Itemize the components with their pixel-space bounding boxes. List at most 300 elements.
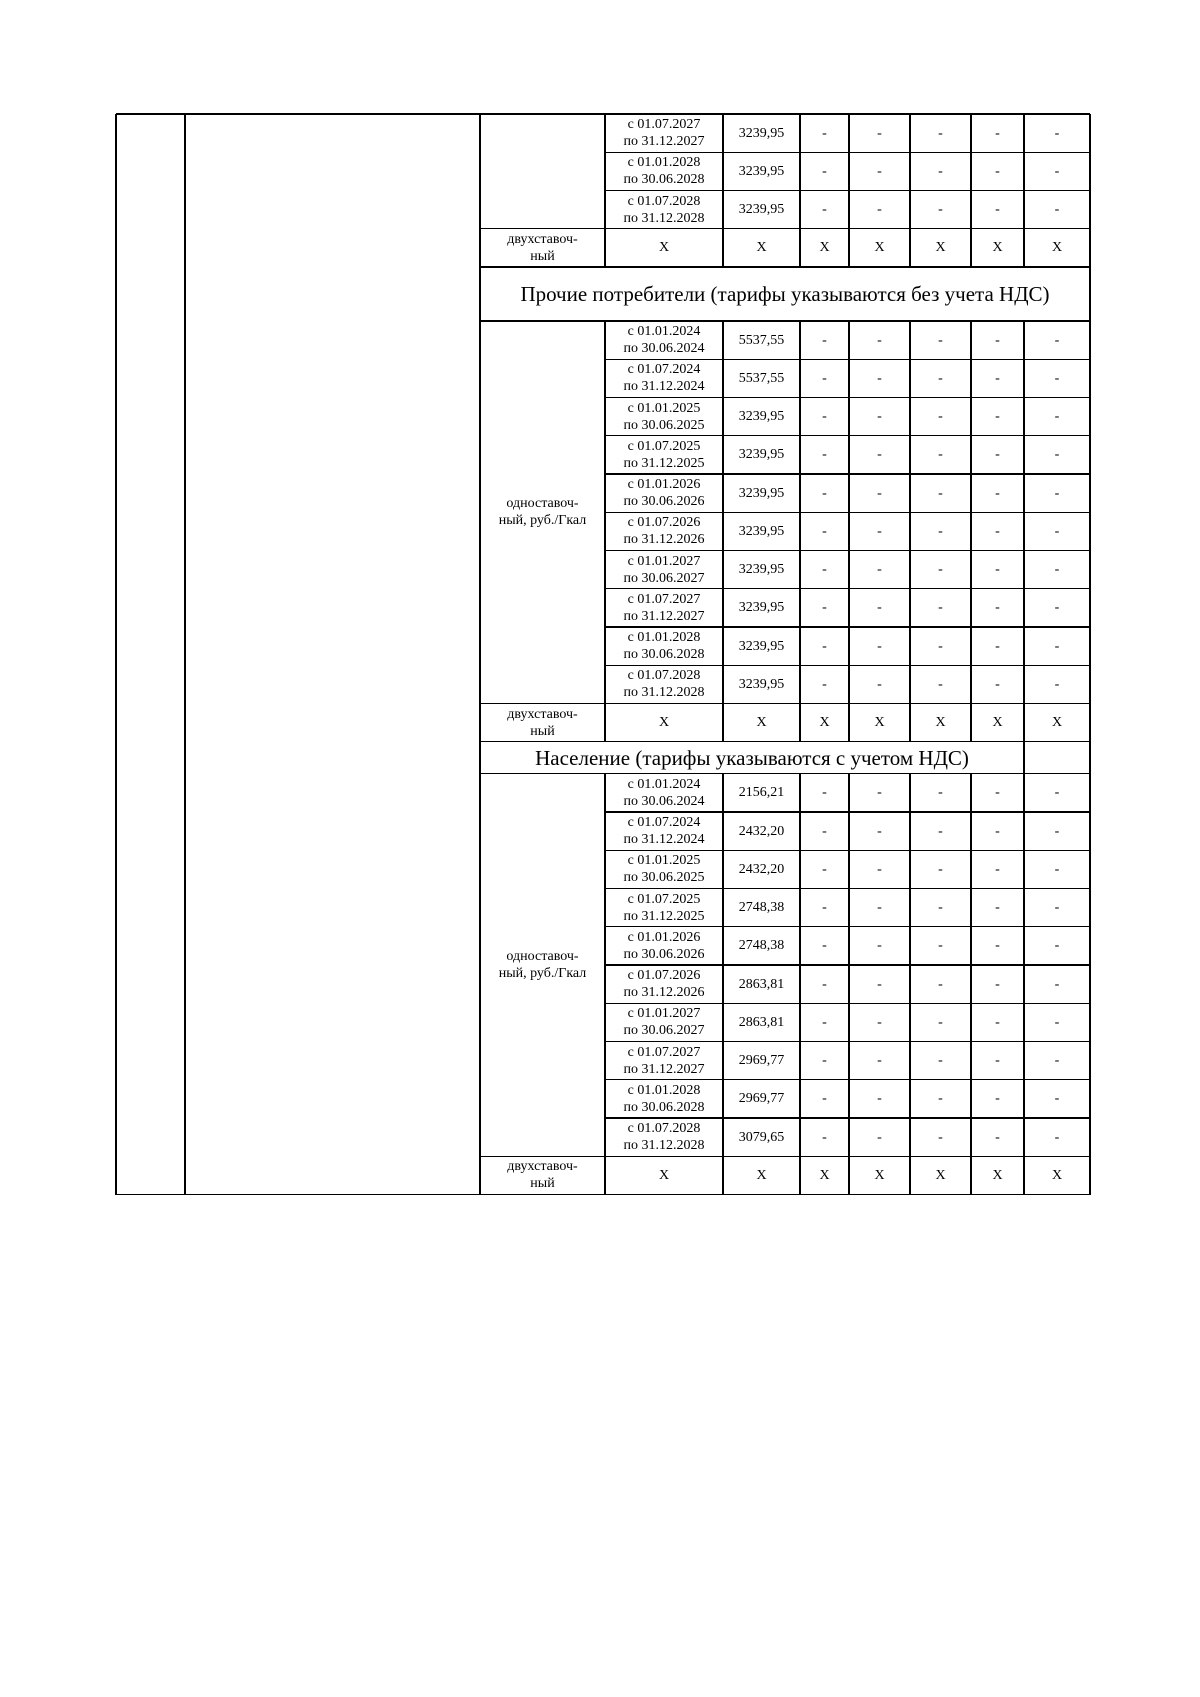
table-rule — [799, 850, 800, 888]
empty-value-dash: - — [1054, 900, 1060, 916]
table-rule — [848, 1003, 849, 1041]
tariff-value: 2863,81 — [738, 976, 785, 992]
empty-value-dash: - — [1054, 370, 1060, 386]
empty-value-dash: - — [822, 938, 827, 954]
table-rule — [970, 812, 971, 850]
table-rule — [848, 1118, 849, 1156]
table-rule — [970, 152, 971, 190]
table-rule — [848, 474, 849, 512]
period-cell: с 01.01.2028 по 30.06.2028 — [623, 1082, 705, 1115]
empty-value-dash: - — [995, 562, 1000, 578]
table-rule — [604, 191, 605, 229]
empty-value-dash: - — [822, 823, 827, 839]
table-rule — [970, 512, 971, 550]
table-rule — [604, 704, 605, 742]
table-rule — [848, 1042, 849, 1080]
table-rule — [722, 436, 723, 474]
period-cell: с 01.01.2024 по 30.06.2024 — [623, 776, 705, 809]
table-rule — [1023, 774, 1024, 812]
table-rule — [848, 812, 849, 850]
empty-value-dash: - — [877, 447, 882, 463]
single-rate-label: одноставоч- ный, руб./Гкал — [498, 949, 587, 981]
table-rule — [1023, 665, 1024, 703]
table-rule — [799, 1042, 800, 1080]
table-rule — [848, 191, 849, 229]
empty-value-dash: - — [1054, 938, 1060, 954]
table-rule — [1023, 436, 1024, 474]
empty-value-dash: - — [938, 163, 943, 179]
table-rule — [604, 114, 605, 152]
empty-value-dash: - — [938, 409, 943, 425]
tariff-value: 3239,95 — [738, 676, 785, 692]
not-applicable-mark: X — [992, 715, 1003, 731]
table-rule — [909, 589, 910, 627]
table-rule — [970, 114, 971, 152]
tariff-value: 2969,77 — [738, 1053, 785, 1069]
empty-value-dash: - — [877, 638, 882, 654]
tariff-value: 3239,95 — [738, 202, 785, 218]
empty-value-dash: - — [877, 785, 882, 801]
table-rule — [970, 474, 971, 512]
table-rule — [848, 436, 849, 474]
table-rule — [722, 1118, 723, 1156]
table-rule — [722, 965, 723, 1003]
table-rule — [1023, 1156, 1024, 1194]
empty-value-dash: - — [938, 1014, 943, 1030]
table-rule — [799, 965, 800, 1003]
group-header: Население (тарифы указываются с учетом НДС) — [535, 745, 969, 770]
table-rule — [722, 1080, 723, 1118]
period-cell: с 01.07.2027 по 31.12.2027 — [623, 1044, 705, 1077]
empty-value-dash: - — [877, 202, 882, 218]
period-cell: с 01.01.2026 по 30.06.2026 — [623, 477, 705, 510]
table-rule — [970, 1003, 971, 1041]
not-applicable-mark: X — [1051, 240, 1063, 256]
tariff-value: 2432,20 — [738, 823, 785, 839]
empty-value-dash: - — [877, 938, 882, 954]
table-rule — [909, 398, 910, 436]
table-rule — [970, 589, 971, 627]
table-rule — [722, 1003, 723, 1041]
empty-value-dash: - — [877, 125, 882, 141]
table-rule — [848, 965, 849, 1003]
tariff-value: 2748,38 — [738, 900, 785, 916]
tariff-value: 3239,95 — [738, 163, 785, 179]
table-rule — [909, 359, 910, 397]
empty-value-dash: - — [995, 370, 1000, 386]
table-rule — [1023, 474, 1024, 512]
table-rule — [909, 1003, 910, 1041]
empty-value-dash: - — [1054, 1129, 1060, 1145]
table-rule — [909, 665, 910, 703]
empty-value-dash: - — [822, 163, 827, 179]
table-rule — [799, 512, 800, 550]
single-rate-label: одноставоч- ный, руб./Гкал — [498, 496, 587, 529]
table-rule — [909, 1080, 910, 1118]
table-rule — [722, 398, 723, 436]
table-rule — [799, 1156, 800, 1194]
tariff-value: 3079,65 — [738, 1129, 785, 1145]
table-rule — [1023, 589, 1024, 627]
table-rule — [848, 1156, 849, 1194]
empty-value-dash: - — [995, 823, 1000, 839]
empty-value-dash: - — [877, 1014, 882, 1030]
empty-value-dash: - — [995, 676, 1000, 692]
table-rule — [184, 114, 185, 1195]
table-rule — [848, 627, 849, 665]
table-rule — [1023, 965, 1024, 1003]
empty-value-dash: - — [938, 202, 943, 218]
tariff-value: 3239,95 — [738, 447, 785, 463]
empty-value-dash: - — [877, 1053, 882, 1069]
empty-value-dash: - — [822, 409, 827, 425]
table-rule — [909, 774, 910, 812]
table-rule — [1023, 1003, 1024, 1041]
period-cell: с 01.07.2026 по 31.12.2026 — [623, 515, 705, 548]
empty-value-dash: - — [1054, 1053, 1060, 1069]
empty-value-dash: - — [938, 1091, 943, 1107]
table-rule — [970, 1156, 971, 1194]
empty-value-dash: - — [1054, 861, 1060, 877]
table-rule — [722, 589, 723, 627]
empty-value-dash: - — [1054, 409, 1060, 425]
empty-value-dash: - — [995, 523, 1000, 539]
table-rule — [909, 152, 910, 190]
table-rule — [799, 704, 800, 742]
period-cell: с 01.01.2028 по 30.06.2028 — [623, 630, 705, 663]
empty-value-dash: - — [995, 125, 1000, 141]
empty-value-dash: - — [1054, 163, 1060, 179]
empty-value-dash: - — [877, 823, 882, 839]
table-rule — [604, 229, 605, 267]
empty-value-dash: - — [1054, 523, 1060, 539]
table-rule — [848, 704, 849, 742]
empty-value-dash: - — [1054, 676, 1060, 692]
empty-value-dash: - — [877, 1129, 882, 1145]
table-rule — [848, 1080, 849, 1118]
empty-value-dash: - — [822, 676, 827, 692]
tariff-value: 3239,95 — [738, 125, 785, 141]
table-rule — [909, 436, 910, 474]
table-rule — [1023, 1118, 1024, 1156]
table-rule — [1023, 889, 1024, 927]
period-cell: с 01.07.2025 по 31.12.2025 — [623, 438, 705, 471]
table-rule — [1089, 114, 1090, 1195]
empty-value-dash: - — [877, 676, 882, 692]
empty-value-dash: - — [822, 447, 827, 463]
tariff-value: 2748,38 — [738, 938, 785, 954]
group-header: Прочие потребители (тарифы указываются без учета НДС) — [520, 282, 1050, 306]
table-rule — [722, 627, 723, 665]
table-rule — [909, 321, 910, 359]
empty-value-dash: - — [822, 785, 827, 801]
table-rule — [722, 889, 723, 927]
empty-value-dash: - — [822, 1053, 827, 1069]
table-rule — [970, 627, 971, 665]
table-rule — [970, 704, 971, 742]
empty-value-dash: - — [1054, 600, 1060, 616]
table-rule — [116, 1194, 480, 1195]
empty-value-dash: - — [995, 1053, 1000, 1069]
table-rule — [722, 359, 723, 397]
empty-value-dash: - — [938, 861, 943, 877]
table-rule — [1023, 512, 1024, 550]
tariff-value: 3239,95 — [738, 485, 785, 501]
table-rule — [970, 551, 971, 589]
table-rule — [909, 927, 910, 965]
empty-value-dash: - — [1054, 332, 1060, 348]
period-cell: с 01.01.2025 по 30.06.2025 — [623, 400, 705, 433]
table-rule — [909, 191, 910, 229]
empty-value-dash: - — [995, 861, 1000, 877]
period-cell: с 01.07.2026 по 31.12.2026 — [623, 968, 705, 1001]
table-rule — [1023, 850, 1024, 888]
empty-value-dash: - — [1054, 485, 1060, 501]
table-rule — [970, 229, 971, 267]
empty-value-dash: - — [877, 332, 882, 348]
table-rule — [848, 359, 849, 397]
table-rule — [799, 551, 800, 589]
empty-value-dash: - — [877, 976, 882, 992]
empty-value-dash: - — [995, 447, 1000, 463]
tariff-value: 3239,95 — [738, 600, 785, 616]
table-rule — [970, 774, 971, 812]
empty-value-dash: - — [995, 938, 1000, 954]
empty-value-dash: - — [995, 485, 1000, 501]
table-rule — [970, 1080, 971, 1118]
empty-value-dash: - — [938, 676, 943, 692]
table-rule — [909, 551, 910, 589]
table-rule — [970, 927, 971, 965]
empty-value-dash: - — [877, 523, 882, 539]
table-rule — [799, 927, 800, 965]
empty-value-dash: - — [995, 638, 1000, 654]
table-rule — [1023, 1042, 1024, 1080]
period-cell: с 01.07.2028 по 31.12.2028 — [623, 193, 705, 226]
empty-value-dash: - — [938, 1129, 943, 1145]
empty-value-dash: - — [822, 202, 827, 218]
table-rule — [848, 665, 849, 703]
table-rule — [722, 850, 723, 888]
table-rule — [909, 850, 910, 888]
empty-value-dash: - — [995, 409, 1000, 425]
table-rule — [799, 474, 800, 512]
empty-value-dash: - — [877, 409, 882, 425]
two-rate-label: двухставоч- ный — [507, 706, 578, 739]
two-rate-label: двухставоч- ный — [507, 1159, 578, 1192]
table-rule — [848, 551, 849, 589]
tariff-value: 2863,81 — [738, 1014, 785, 1030]
empty-value-dash: - — [938, 785, 943, 801]
not-applicable-mark: X — [935, 715, 946, 731]
table-rule — [799, 114, 800, 152]
empty-value-dash: - — [822, 332, 827, 348]
empty-value-dash: - — [1054, 1014, 1060, 1030]
table-rule — [909, 889, 910, 927]
not-applicable-mark: X — [992, 1167, 1003, 1183]
table-rule — [722, 812, 723, 850]
table-rule — [799, 229, 800, 267]
table-rule — [1023, 927, 1024, 965]
table-rule — [604, 1156, 605, 1194]
table-rule — [799, 152, 800, 190]
period-cell: с 01.07.2024 по 31.12.2024 — [623, 362, 705, 395]
table-rule — [722, 114, 723, 152]
table-rule — [722, 229, 723, 267]
tariff-value: 5537,55 — [738, 370, 785, 386]
not-applicable-mark: X — [819, 240, 830, 256]
table-rule — [722, 927, 723, 965]
table-rule — [848, 589, 849, 627]
table-rule — [799, 812, 800, 850]
empty-value-dash: - — [938, 523, 943, 539]
period-cell: с 01.01.2025 по 30.06.2025 — [623, 853, 705, 886]
empty-value-dash: - — [822, 861, 827, 877]
empty-value-dash: - — [877, 562, 882, 578]
empty-value-dash: - — [822, 485, 827, 501]
not-applicable-mark: X — [819, 1167, 830, 1183]
empty-value-dash: - — [877, 485, 882, 501]
tariff-value: 3239,95 — [738, 409, 785, 425]
table-rule — [722, 512, 723, 550]
empty-value-dash: - — [822, 125, 827, 141]
tariff-value: 3239,95 — [738, 523, 785, 539]
table-rule — [970, 1118, 971, 1156]
table-rule — [848, 927, 849, 965]
table-rule — [799, 889, 800, 927]
table-rule — [799, 774, 800, 812]
empty-value-dash: - — [822, 1129, 827, 1145]
table-rule — [799, 1003, 800, 1041]
tariff-value: 3239,95 — [738, 562, 785, 578]
empty-value-dash: - — [822, 1014, 827, 1030]
period-cell: с 01.07.2028 по 31.12.2028 — [623, 668, 705, 701]
table-rule — [1023, 114, 1024, 152]
table-rule — [848, 774, 849, 812]
table-rule — [1023, 191, 1024, 229]
table-rule — [799, 1118, 800, 1156]
tariff-value: 2432,20 — [738, 861, 785, 877]
table-rule — [480, 1194, 1090, 1195]
empty-value-dash: - — [938, 125, 943, 141]
table-rule — [799, 321, 800, 359]
empty-value-dash: - — [877, 370, 882, 386]
table-rule — [848, 850, 849, 888]
period-cell: с 01.01.2024 по 30.06.2024 — [623, 324, 705, 357]
table-rule — [479, 114, 480, 1195]
not-applicable-mark: X — [756, 240, 767, 256]
table-rule — [909, 512, 910, 550]
table-rule — [1023, 812, 1024, 850]
not-applicable-mark: X — [658, 715, 670, 731]
not-applicable-mark: X — [935, 1167, 946, 1183]
table-rule — [1023, 398, 1024, 436]
empty-value-dash: - — [1054, 638, 1060, 654]
empty-value-dash: - — [938, 332, 943, 348]
table-rule — [115, 114, 116, 1195]
table-rule — [799, 589, 800, 627]
table-rule — [1023, 627, 1024, 665]
table-rule — [722, 152, 723, 190]
empty-value-dash: - — [995, 1091, 1000, 1107]
table-rule — [909, 704, 910, 742]
period-cell: с 01.07.2028 по 31.12.2028 — [623, 1121, 705, 1154]
period-cell: с 01.01.2028 по 30.06.2028 — [623, 155, 705, 188]
table-rule — [722, 551, 723, 589]
empty-value-dash: - — [995, 1014, 1000, 1030]
table-rule — [909, 965, 910, 1003]
empty-value-dash: - — [938, 823, 943, 839]
empty-value-dash: - — [995, 1129, 1000, 1145]
empty-value-dash: - — [938, 638, 943, 654]
table-rule — [1023, 742, 1024, 774]
not-applicable-mark: X — [874, 715, 885, 731]
table-rule — [722, 321, 723, 359]
table-rule — [799, 1080, 800, 1118]
table-rule — [722, 665, 723, 703]
table-rule — [722, 1156, 723, 1194]
tariff-value: 3239,95 — [738, 638, 785, 654]
table-rule — [909, 474, 910, 512]
not-applicable-mark: X — [992, 240, 1003, 256]
table-rule — [970, 398, 971, 436]
not-applicable-mark: X — [874, 1167, 885, 1183]
table-rule — [848, 114, 849, 152]
table-rule — [799, 436, 800, 474]
tariff-value: 5537,55 — [738, 332, 785, 348]
table-rule — [722, 474, 723, 512]
tariff-value: 2156,21 — [738, 785, 785, 801]
empty-value-dash: - — [822, 562, 827, 578]
table-rule — [848, 229, 849, 267]
empty-value-dash: - — [995, 976, 1000, 992]
table-rule — [1023, 229, 1024, 267]
period-cell: с 01.01.2027 по 30.06.2027 — [623, 553, 705, 586]
table-rule — [1023, 152, 1024, 190]
table-rule — [722, 191, 723, 229]
period-cell: с 01.01.2027 по 30.06.2027 — [623, 1006, 705, 1039]
empty-value-dash: - — [1054, 1091, 1060, 1107]
table-rule — [799, 398, 800, 436]
table-rule — [970, 436, 971, 474]
table-rule — [970, 665, 971, 703]
empty-value-dash: - — [995, 332, 1000, 348]
empty-value-dash: - — [877, 900, 882, 916]
empty-value-dash: - — [938, 447, 943, 463]
table-rule — [799, 627, 800, 665]
not-applicable-mark: X — [1051, 715, 1063, 731]
table-rule — [722, 704, 723, 742]
empty-value-dash: - — [995, 202, 1000, 218]
empty-value-dash: - — [938, 900, 943, 916]
period-cell: с 01.07.2027 по 31.12.2027 — [623, 591, 705, 624]
empty-value-dash: - — [877, 600, 882, 616]
empty-value-dash: - — [995, 600, 1000, 616]
table-rule — [799, 359, 800, 397]
table-rule — [848, 398, 849, 436]
table-rule — [970, 1042, 971, 1080]
table-rule — [722, 1042, 723, 1080]
empty-value-dash: - — [1054, 202, 1060, 218]
tariff-value: 2969,77 — [738, 1091, 785, 1107]
empty-value-dash: - — [938, 370, 943, 386]
not-applicable-mark: X — [935, 240, 946, 256]
table-rule — [1023, 704, 1024, 742]
table-rule — [970, 850, 971, 888]
empty-value-dash: - — [938, 976, 943, 992]
empty-value-dash: - — [995, 900, 1000, 916]
empty-value-dash: - — [938, 938, 943, 954]
